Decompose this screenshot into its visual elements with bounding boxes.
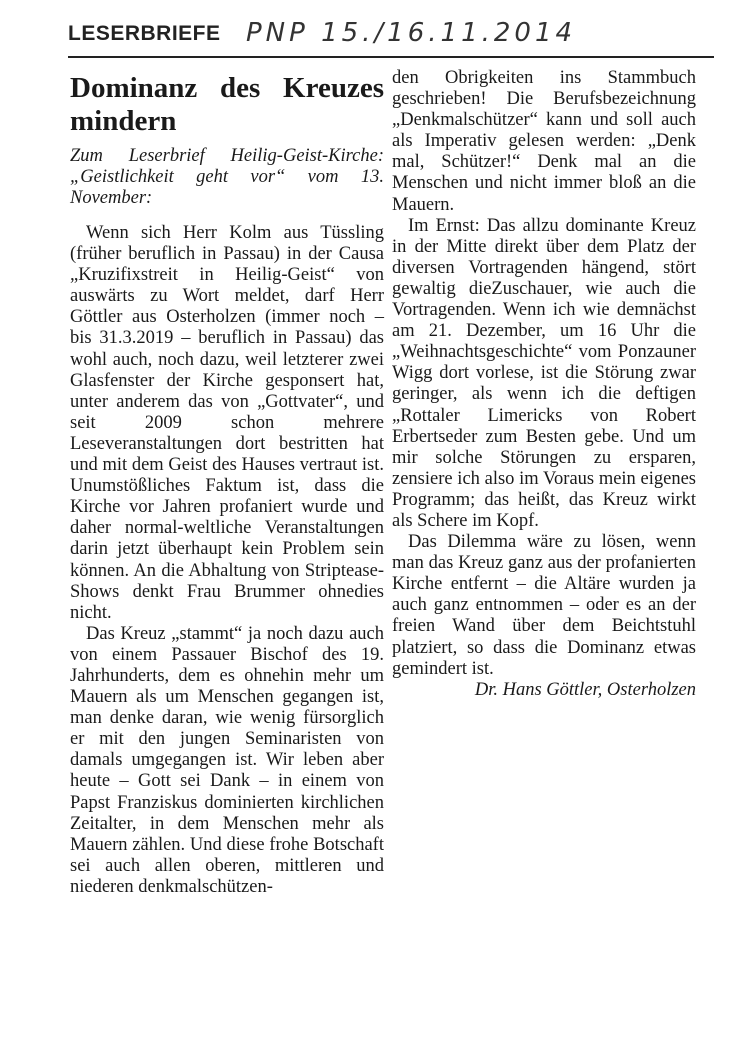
article-headline: Dominanz des Kreuzes mindern — [70, 72, 384, 137]
handwritten-date-note: PNP 15./16.11.2014 — [246, 18, 577, 48]
article-subhead: Zum Leserbrief Heilig-Geist-Kirche: „Geistlichkeit geht vor“ vom 13. November: — [70, 146, 384, 208]
article-paragraph: Das Kreuz „stammt“ ja noch dazu auch von einem Passauer Bischof des 19. Jahrhunderts, dem es ohnehin mehr um Mauern als um Menschen gegangen ist, man denke daran, wie wenig fürsorglich er mit den jungen Seminaristen von damals umgegangen ist. Wir leben aber heute – Gott sei Dank – in einem von Papst Franziskus dominierten kirchlichen Zeitalter, in dem Menschen mehr als Mauern zählen. Und diese frohe Botschaft sei auch allen oberen, mittleren und niederen denkmalschützen- — [70, 623, 384, 897]
article-column-left — [70, 68, 384, 898]
section-header — [68, 18, 714, 58]
article-paragraph: Wenn sich Herr Kolm aus Tüssling (früher beruflich in Passau) in der Causa „Kruzifixstreit in Heilig-Geist“ von auswärts zu Wort meldet, darf Herr Göttler aus Osterholzen (immer noch – bis 31.3.2019 – beruflich in Passau) das wohl auch, noch dazu, weil letzterer zwei Glasfenster der Kirche gesponsert hat, unter anderem das von „Gottvater“, und seit 2009 schon mehrere Leseveranstaltungen dort bestritten hat und mit dem Geist des Hauses vertraut ist. Unumstößliches Faktum ist, dass die Kirche vor Jahren profaniert wurde und daher normal-weltliche Veranstaltungen darin jetzt überhaupt kein Problem sein können. An die Abhaltung von Striptease-Shows denkt Frau Brummer ohnedies nicht. — [70, 223, 384, 623]
article-paragraph: den Obrigkeiten ins Stammbuch geschrieben! Die Berufsbezeichnung „Denkmalschützer“ kann und soll auch als Imperativ gelesen werden: „Denk mal, Schützer!“ Denk mal an die Menschen und nicht immer bloß an die Mauern. — [392, 68, 696, 215]
section-label: LESERBRIEFE — [68, 22, 221, 45]
article-paragraph: Das Dilemma wäre zu lösen, wenn man das Kreuz ganz aus der profanierten Kirche entfernt – die Altäre wurden ja auch ganz entnommen – oder es an der freien Wand über dem Beichtstuhl platziert, so dass die Dominanz etwas gemindert ist. — [392, 532, 696, 679]
article-column-right — [392, 68, 696, 701]
article-paragraph: Im Ernst: Das allzu dominante Kreuz in der Mitte direkt über dem Platz der diversen Vortragenden hängend, stört gewaltig dieZuschauer, wie auch die Vortragenden. Wenn ich wie demnächst am 21. Dezember, um 16 Uhr die „Weihnachtsgeschichte“ vom Ponzauner Wigg dort vorlese, ist die Störung zwar geringer, als wenn ich die deftigen „Rottaler Limericks von Robert Erbertseder zum Besten gebe. Und um mir solche Störungen zu ersparen, zensiere ich also im Voraus mein eigenes Programm; das heißt, das Kreuz wirkt als Schere im Kopf. — [392, 215, 696, 531]
article-author: Dr. Hans Göttler, Osterholzen — [474, 679, 696, 700]
